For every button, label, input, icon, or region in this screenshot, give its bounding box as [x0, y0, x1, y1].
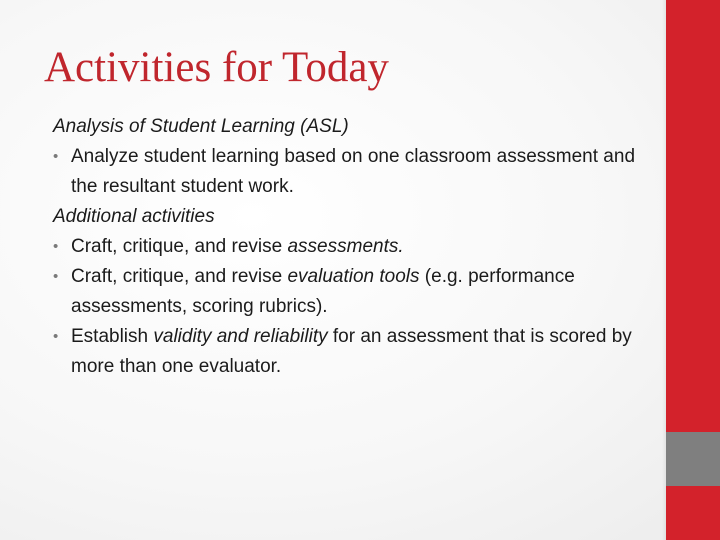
bullet-icon: •: [53, 268, 59, 285]
item-text: Analyze student learning based on one classroom assessment and the resultant student work.: [71, 146, 636, 197]
item-text: Craft, critique, and revise: [71, 236, 288, 257]
additional-list: [53, 232, 653, 382]
item-text-emphasis: evaluation tools: [287, 266, 420, 287]
slide-title: Activities for Today: [44, 44, 389, 91]
sidebar-red-band: [666, 0, 720, 432]
section-heading-additional: Additional activities: [53, 206, 215, 227]
bullet-icon: •: [53, 328, 59, 345]
item-text: (e.g. performance assessments, scoring rubrics).: [71, 266, 575, 317]
item-text: for an assessment that is scored by more than one evaluator.: [71, 326, 632, 377]
section-heading-asl: Analysis of Student Learning (ASL): [53, 116, 349, 137]
asl-list: [53, 142, 653, 202]
item-text-emphasis: assessments.: [287, 236, 404, 257]
bullet-icon: •: [53, 238, 59, 255]
slide-body: [53, 112, 653, 382]
bullet-icon: •: [53, 148, 59, 165]
list-item: [53, 232, 653, 262]
item-text: Establish: [71, 326, 154, 347]
list-item: [53, 262, 653, 322]
item-text-emphasis: validity and reliability: [153, 326, 328, 347]
list-item: [53, 142, 653, 202]
item-text: Craft, critique, and revise: [71, 266, 288, 287]
list-item: [53, 322, 653, 382]
sidebar-gray-block: [666, 432, 720, 486]
sidebar-red-corner: [666, 486, 720, 540]
